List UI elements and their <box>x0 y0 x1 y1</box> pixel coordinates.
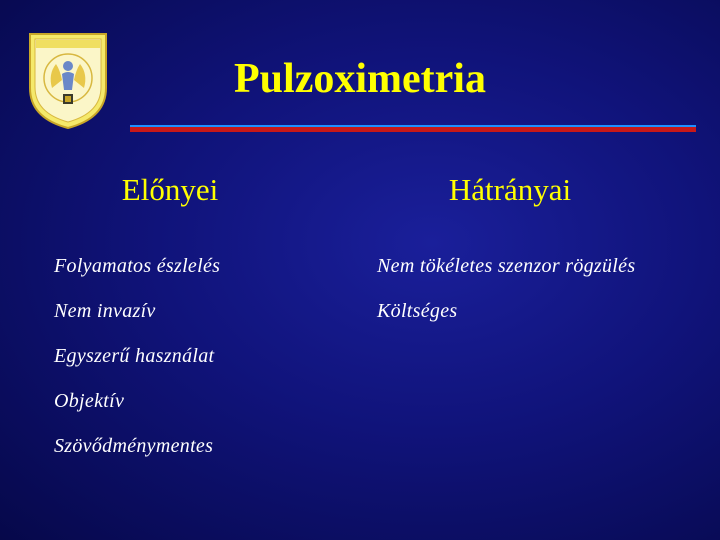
slide-title: Pulzoximetria <box>234 56 486 102</box>
advantage-item: Folyamatos észlelés <box>54 255 221 277</box>
disadvantage-item: Költséges <box>377 300 458 322</box>
advantage-item: Szövődménymentes <box>54 435 214 457</box>
advantages-heading: Előnyei <box>121 172 219 207</box>
title-underline-red <box>130 127 696 132</box>
disadvantages-list <box>377 256 635 346</box>
advantages-list <box>54 256 220 481</box>
advantage-item: Egyszerű használat <box>54 345 215 367</box>
advantage-item: Nem invazív <box>54 300 156 322</box>
advantage-item: Objektív <box>54 390 125 412</box>
disadvantages-heading: Hátrányai <box>448 172 572 207</box>
disadvantage-item: Nem tökéletes szenzor rögzülés <box>377 255 636 277</box>
